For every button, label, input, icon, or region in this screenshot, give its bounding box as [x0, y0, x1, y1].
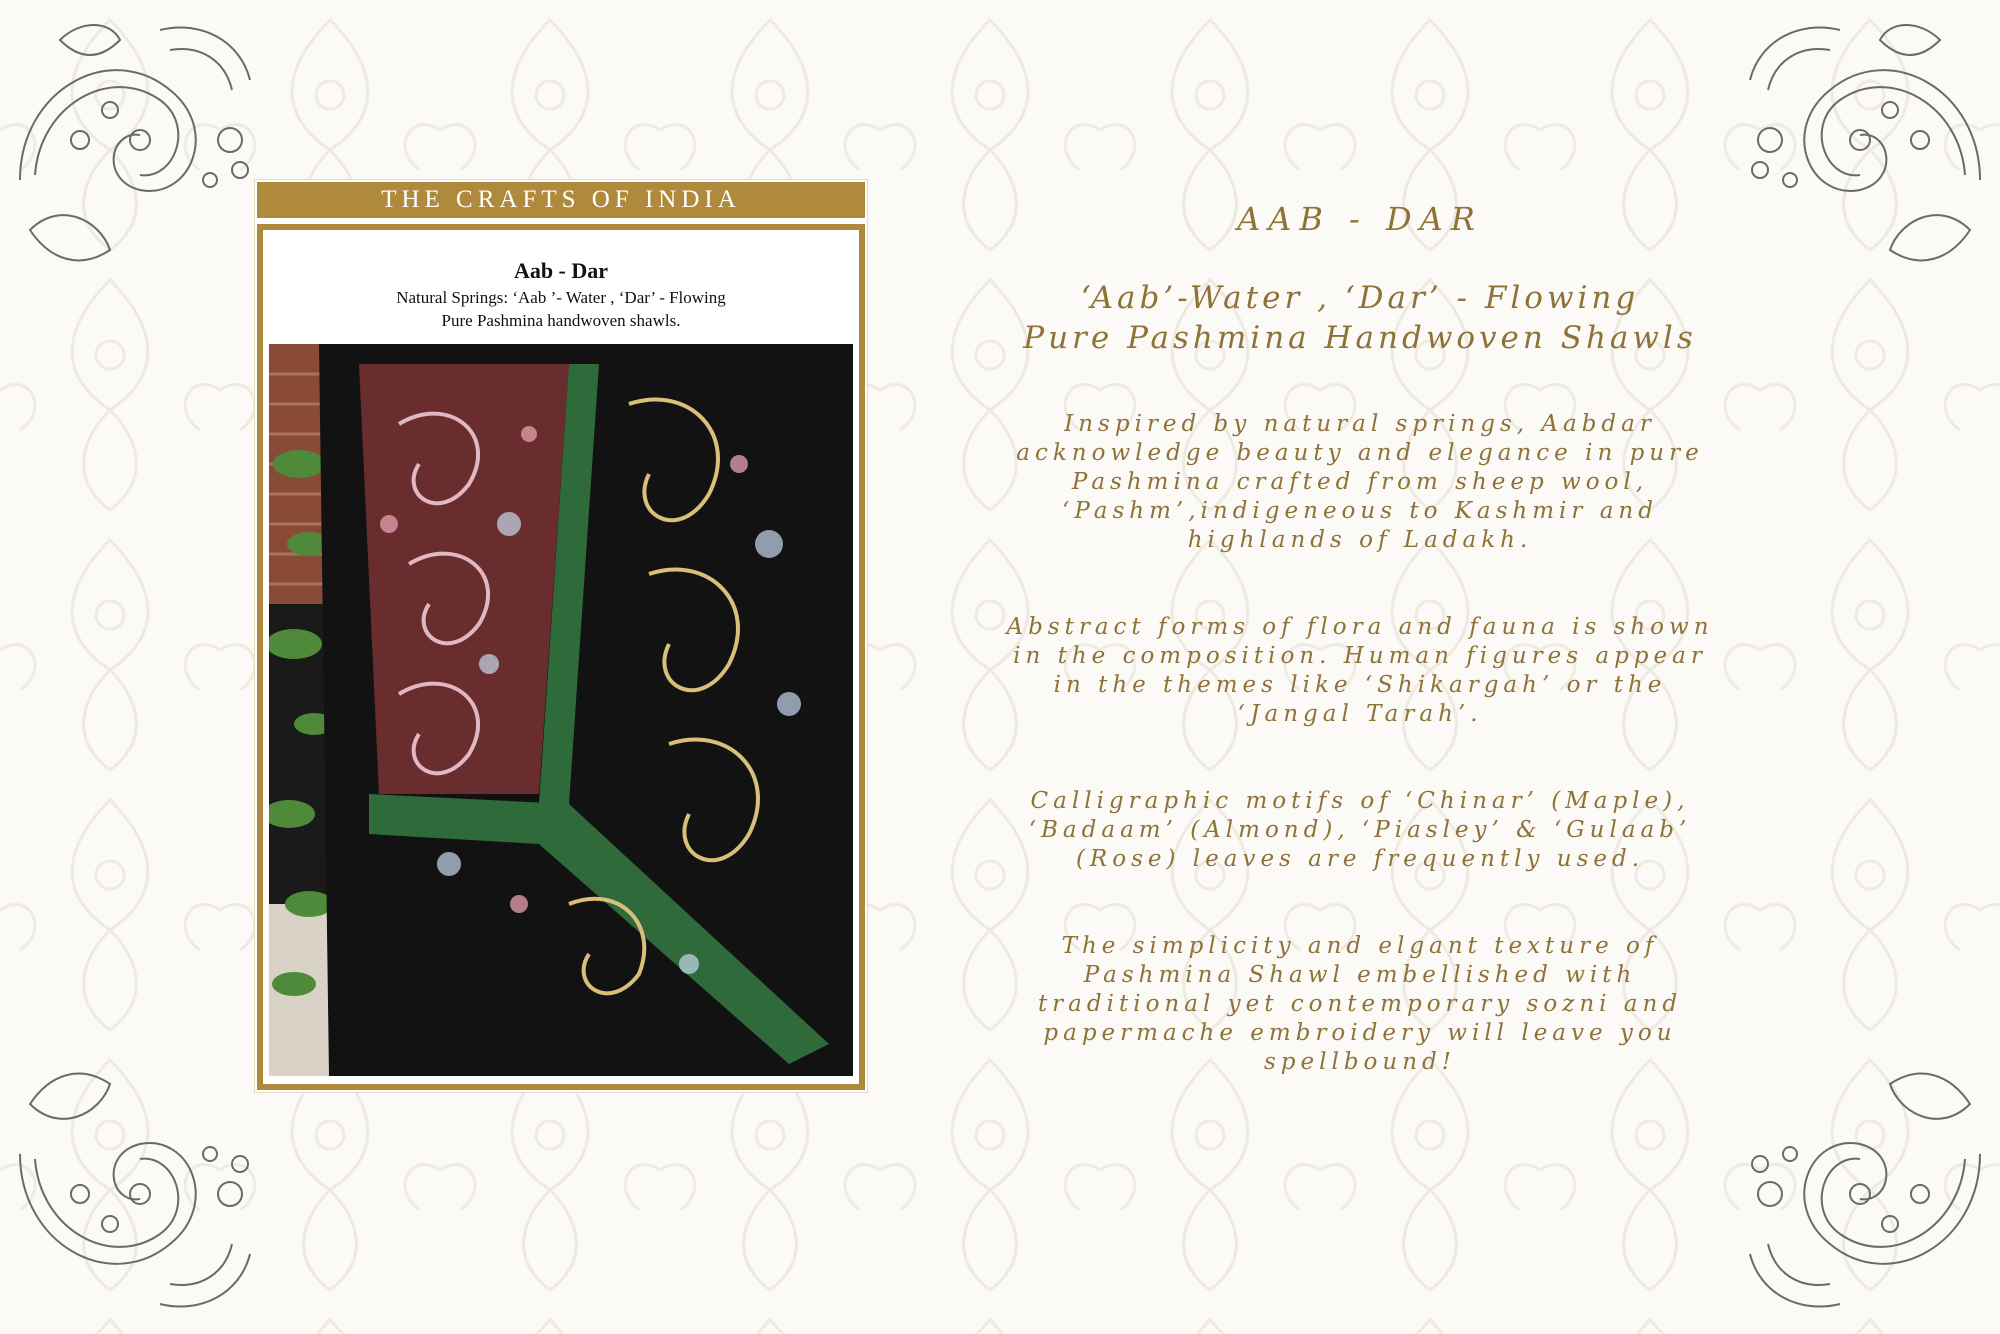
paragraph-line: highlands of Ladakh.	[1187, 527, 1533, 553]
paragraph-line: papermache embroidery will leave you	[1043, 1020, 1677, 1046]
paragraph-line: Abstract forms of flora and fauna is shown	[1006, 614, 1714, 640]
subheading-line: Pure Pashmina Handwoven Shawls	[1023, 320, 1697, 356]
paragraph-line: Calligraphic motifs of ‘Chinar’ (Maple),	[1030, 788, 1690, 814]
product-card	[255, 180, 867, 1092]
paragraph-texture	[920, 932, 1800, 1077]
card-subtitle-line: Pure Pashmina handwoven shawls.	[441, 311, 681, 330]
paragraph-line: in the composition. Human figures appear	[1013, 643, 1707, 669]
paragraph-motifs	[920, 787, 1800, 874]
shawl-illustration	[269, 344, 853, 1076]
paragraph-line: ‘Pashm’,indigeneous to Kashmir and	[1062, 498, 1658, 524]
paragraph-flora-fauna	[920, 613, 1800, 729]
description-column	[920, 200, 1800, 1077]
paragraph-line: Pashmina crafted from sheep wool,	[1071, 469, 1649, 495]
heading: AAB - DAR	[1237, 200, 1483, 238]
paragraph-springs	[920, 410, 1800, 555]
card-subtitle	[263, 286, 859, 332]
paragraph-line: ‘Badaam’ (Almond), ‘Piasley’ & ‘Gulaab’	[1028, 817, 1692, 843]
paragraph-line: ‘Jangal Tarah’.	[1237, 701, 1483, 727]
card-banner: THE CRAFTS OF INDIA	[257, 182, 865, 218]
paragraph-line: traditional yet contemporary sozni and	[1037, 991, 1683, 1017]
paragraph-line: (Rose) leaves are frequently used.	[1075, 846, 1645, 872]
card-frame	[257, 224, 865, 1090]
paragraph-line: in the themes like ‘Shikargah’ or the	[1053, 672, 1667, 698]
paragraph-line: acknowledge beauty and elegance in pure	[1016, 440, 1704, 466]
subheading	[920, 278, 1800, 358]
paisley-ornament-bottom-right	[1700, 1034, 2000, 1334]
shawl-photo	[269, 344, 853, 1076]
paragraph-line: Pashmina Shawl embellished with	[1083, 962, 1637, 988]
card-title: Aab - Dar	[513, 258, 609, 283]
subheading-line: ‘Aab’-Water , ‘Dar’ - Flowing	[1080, 280, 1640, 316]
paragraph-line: spellbound!	[1263, 1049, 1456, 1075]
paragraph-line: The simplicity and elgant texture of	[1061, 933, 1659, 959]
paragraph-line: Inspired by natural springs, Aabdar	[1064, 411, 1656, 437]
card-subtitle-line: Natural Springs: ‘Aab ’- Water , ‘Dar’ - Flowing	[396, 288, 726, 307]
